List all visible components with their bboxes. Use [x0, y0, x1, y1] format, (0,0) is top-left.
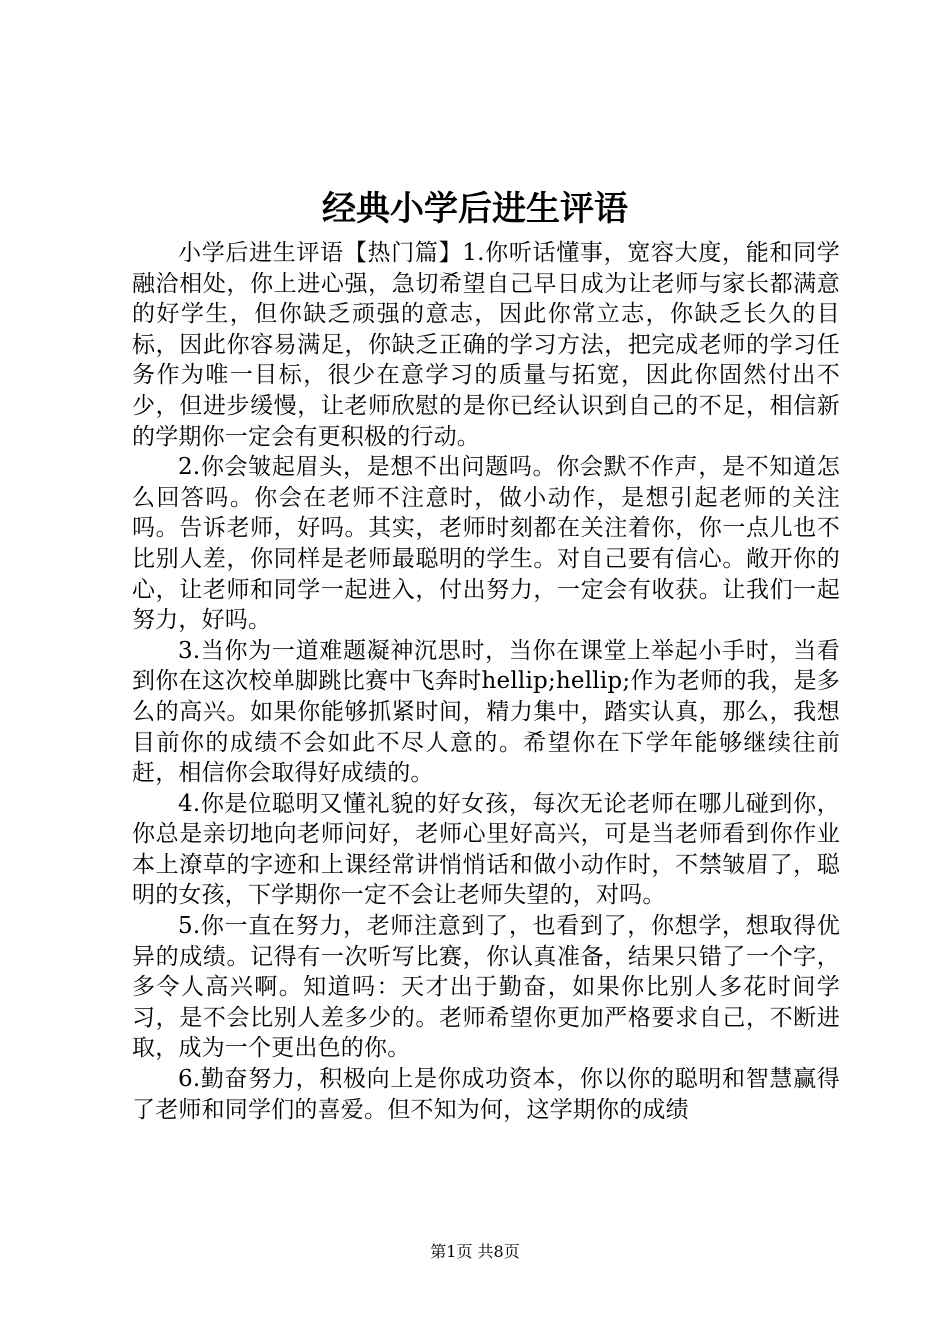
page-footer: 第1页 共8页 — [430, 1242, 520, 1261]
paragraph-4: 4.你是位聪明又懂礼貌的好女孩，每次无论老师在哪儿碰到你，你总是亲切地向老师问好，老师心里好高兴，可是当老师看到你作业本上潦草的字迹和上课经常讲悄悄话和做小动作时，不禁皱眉了，聪明的女孩，下学期你一定不会让老师失望的，对吗。 — [132, 790, 840, 909]
paragraph-1: 小学后进生评语【热门篇】1.你听话懂事，宽容大度，能和同学融洽相处，你上进心强，急切希望自己早日成为让老师与家长都满意的好学生，但你缺乏顽强的意志，因此你常立志，你缺乏长久的目标，因此你容易满足，你缺乏正确的学习方法，把完成老师的学习任务作为唯一目标，很少在意学习的质量与拓宽，因此你固然付出不少，但进步缓慢，让老师欣慰的是你已经认识到自己的不足，相信新的学期你一定会有更积极的行动。 — [132, 240, 840, 450]
document-title: 经典小学后进生评语 — [322, 189, 628, 229]
paragraph-6: 6.勤奋努力，积极向上是你成功资本，你以你的聪明和智慧赢得了老师和同学们的喜爱。但不知为何，这学期你的成绩 — [132, 1066, 840, 1123]
paragraph-2: 2.你会皱起眉头，是想不出问题吗。你会默不作声，是不知道怎么回答吗。你会在老师不注意时，做小动作，是想引起老师的关注吗。告诉老师，好吗。其实，老师时刻都在关注着你，你一点儿也不比别人差，你同样是老师最聪明的学生。对自己要有信心。敞开你的心，让老师和同学一起进入，付出努力，一定会有收获。让我们一起努力，好吗。 — [132, 454, 840, 634]
document-body — [132, 238, 840, 1125]
paragraph-3: 3.当你为一道难题凝神沉思时，当你在课堂上举起小手时，当看到你在这次校单脚跳比赛中飞奔时hellip;hellip;作为老师的我，是多么的高兴。如果你能够抓紧时间，精力集中，踏实认真，那么，我想目前你的成绩不会如此不尽人意的。希望你在下学年能够继续往前赶，相信你会取得好成绩的。 — [132, 637, 840, 787]
paragraph-5: 5.你一直在努力，老师注意到了，也看到了，你想学，想取得优异的成绩。记得有一次听写比赛，你认真准备，结果只错了一个字，多令人高兴啊。知道吗：天才出于勤奋，如果你比别人多花时间学习，是不会比别人差多少的。老师希望你更加严格要求自己，不断进取，成为一个更出色的你。 — [132, 913, 840, 1062]
